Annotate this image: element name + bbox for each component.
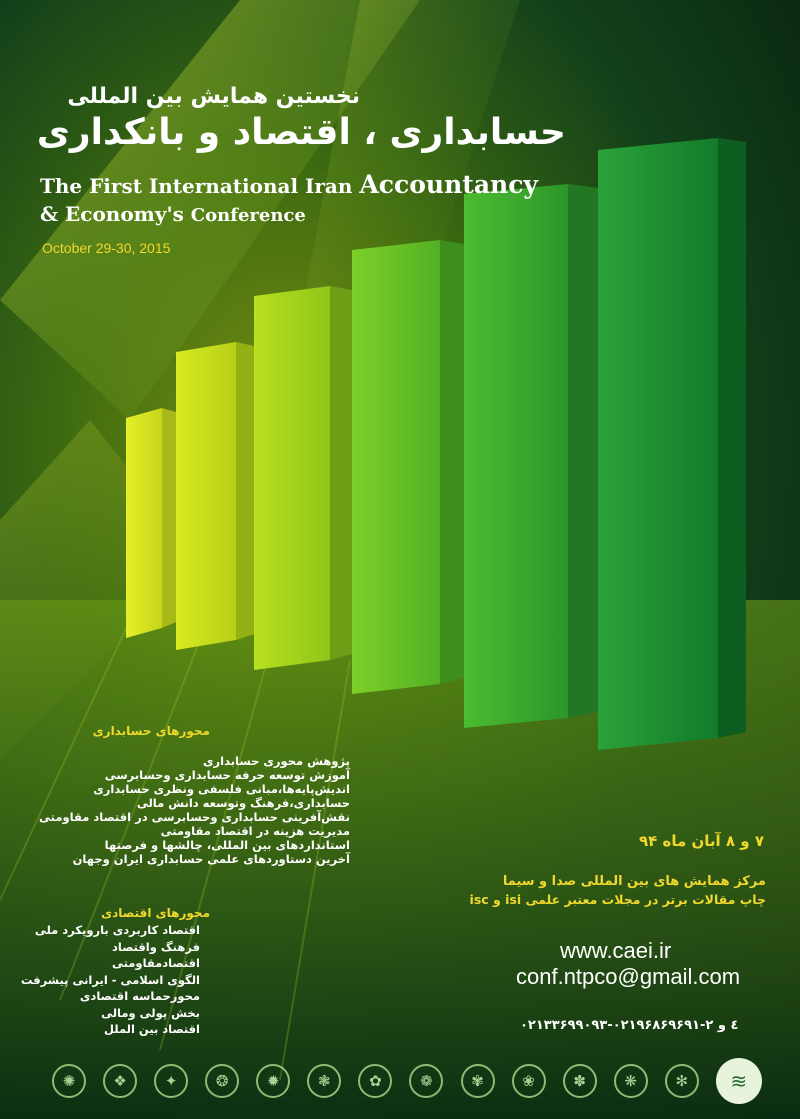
title-en-line1-a: The First International Iran: [40, 174, 360, 198]
venue-text: مرکز همایش های بین المللی صدا و سیما: [502, 874, 766, 889]
list-item: استانداردهای بین المللی، چالشها و فرصتها: [104, 838, 350, 852]
list-item: بخش پولی ومالی: [101, 1005, 200, 1020]
emblem-icon: ❀: [512, 1064, 546, 1098]
title-en-line2-b: Conference: [190, 205, 306, 226]
emblem-icon: ✿: [358, 1064, 392, 1098]
title-en-line1-b: Accountancy: [359, 170, 538, 199]
list-item: حسابداری،فرهنگ وتوسعه دانش مالی: [136, 796, 350, 810]
emblem-icon: ❂: [205, 1064, 239, 1098]
date-en: October 29-30, 2015: [42, 240, 171, 256]
publish-text: چاپ مقالات برتر در مجلات معتبر علمی isi و isc: [469, 892, 766, 907]
emblem-icon: ✹: [256, 1064, 290, 1098]
emblem-icon: ✾: [461, 1064, 495, 1098]
list-item: نقش‌آفرینی حسابداری وحسابرسی در اقتصاد مقاومتی: [39, 810, 350, 824]
list-item: اقتصاد کاربردی بارویکرد ملی: [34, 923, 200, 937]
website-link[interactable]: www.caei.ir: [560, 938, 672, 963]
date-fa: ۷ و ۸ آبان ماه ۹۴: [638, 832, 764, 850]
list-item: فرهنگ واقتصاد: [112, 939, 200, 954]
list-item: محورحماسه اقتصادی: [79, 989, 200, 1003]
sponsor-logos: [52, 1058, 762, 1104]
emblem-icon: ✻: [665, 1064, 699, 1098]
economics-list: [20, 922, 200, 1038]
list-item: مدیریت هزینه در اقتصاد مقاومتی: [160, 824, 350, 838]
emblem-icon: ❋: [614, 1064, 648, 1098]
emblem-icon: ✽: [563, 1064, 597, 1098]
list-item: آموزش توسعه حرفه حسابداری وحسابرسی: [104, 768, 350, 782]
emblem-icon: ❃: [307, 1064, 341, 1098]
economics-heading: محورهای اقتصادی: [101, 906, 210, 920]
title-fa-main: حسابداری ، اقتصاد و بانکداری: [36, 112, 566, 153]
title-en-line1: [40, 170, 538, 199]
email-link[interactable]: conf.ntpco@gmail.com: [516, 964, 741, 989]
list-item: الگوی اسلامی - ایرانی پیشرفت: [20, 972, 200, 987]
flag-icon: ≋: [716, 1058, 762, 1104]
emblem-icon: ❁: [409, 1064, 443, 1098]
emblem-icon: ❖: [103, 1064, 137, 1098]
list-item: اقتصاد بین الملل: [103, 1022, 200, 1036]
list-item: پژوهش محوری حسابداری: [202, 754, 350, 768]
accounting-list: [40, 754, 350, 866]
accounting-heading: محورهای حسابداری: [92, 724, 210, 738]
list-item: اقتصادمقاومتی: [111, 956, 200, 970]
list-item: آخرین دستاوردهای علمی حسابداری ایران وجهان: [72, 852, 350, 866]
emblem-icon: ✺: [52, 1064, 86, 1098]
title-fa-top: نخستین همایش بین المللی: [67, 84, 360, 109]
phone-number: ۰۲۱۳۳۶۹۹۰۹۳-٤ و ۲-۰۲۱۹۶۸۶۹۶۹۱: [520, 1018, 739, 1033]
emblem-icon: ✦: [154, 1064, 188, 1098]
title-en-line2: [40, 202, 306, 226]
list-item: اندیش‌پایه‌ها،مبانی فلسفی ونظری حسابداری: [93, 782, 350, 796]
title-en-line2-a: & Economy's: [40, 202, 191, 226]
